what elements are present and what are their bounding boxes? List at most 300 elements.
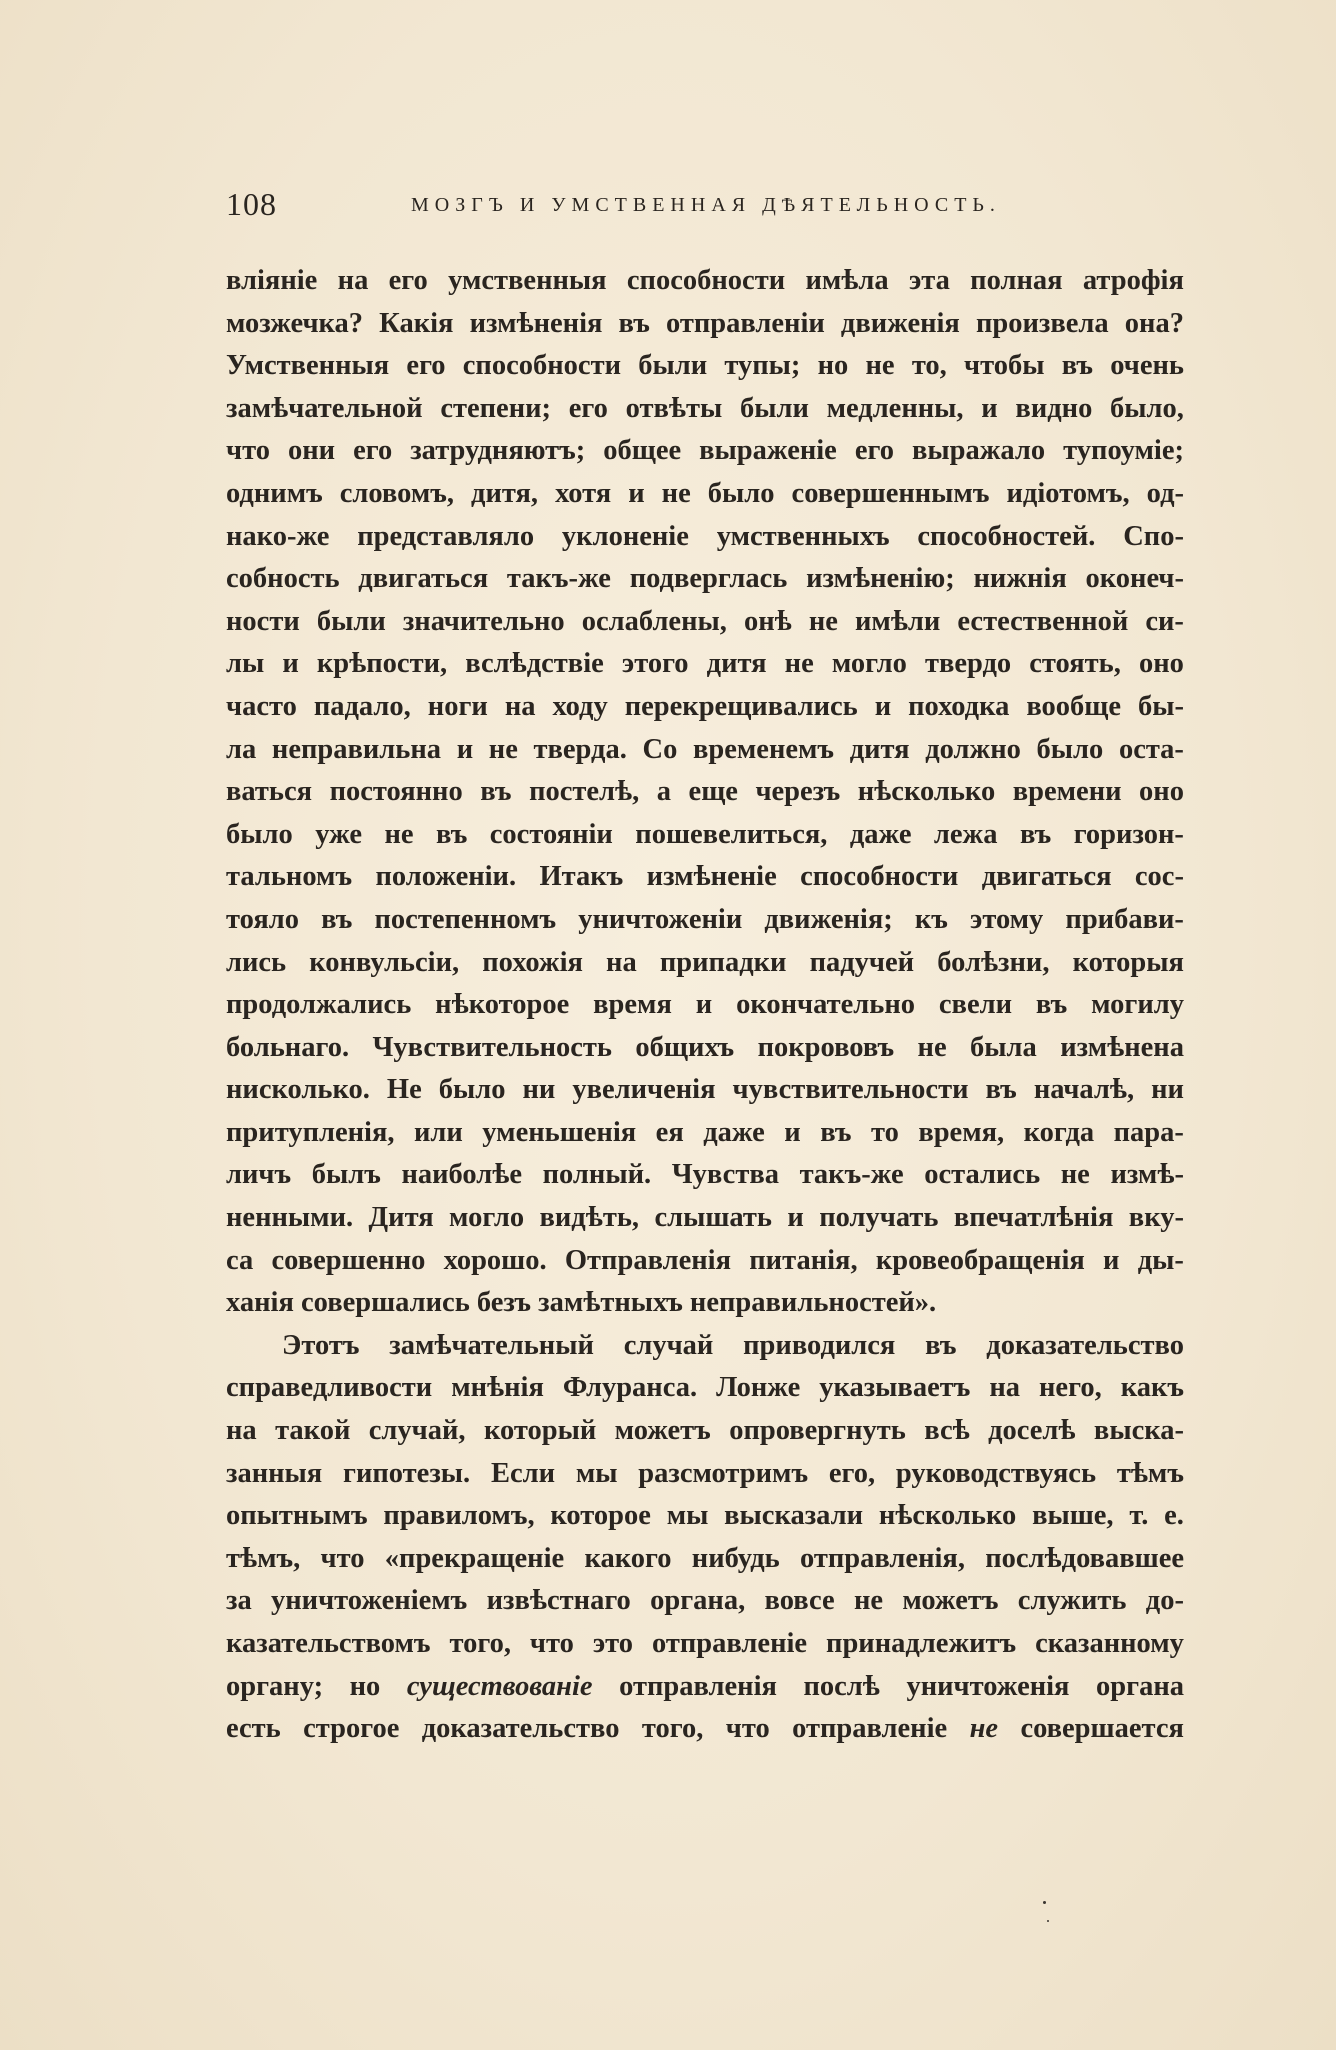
word: выраженіе	[699, 435, 837, 467]
word: послѣ	[803, 1670, 880, 1702]
word: собность	[226, 563, 340, 595]
word: ла	[226, 733, 257, 765]
word: его	[568, 392, 608, 424]
word: не	[865, 350, 895, 382]
word: личъ	[226, 1159, 292, 1191]
word: совершается	[1020, 1713, 1184, 1745]
word: время	[593, 989, 672, 1021]
text-line	[226, 1495, 1184, 1538]
word: полная	[970, 265, 1063, 296]
word: могло	[831, 648, 907, 680]
word: затрудняютъ;	[410, 435, 586, 467]
word: мы	[575, 1457, 618, 1489]
word: за	[226, 1585, 252, 1617]
word: отправленія,	[800, 1542, 965, 1574]
word: перекрещивались	[624, 690, 858, 722]
word: ваться	[226, 776, 313, 808]
word: замѣчательный	[389, 1329, 594, 1361]
page-header	[226, 186, 1186, 226]
text-line	[226, 473, 1184, 516]
word: на	[504, 690, 536, 722]
word: неправильна	[271, 733, 442, 765]
word: дитя	[706, 648, 767, 680]
text-line	[226, 1112, 1184, 1155]
word: того,	[449, 1628, 511, 1659]
word: ненными.	[226, 1202, 354, 1234]
word: измѣненіе	[646, 861, 777, 893]
word: бы-	[1137, 690, 1184, 722]
word: не	[917, 1031, 947, 1063]
word: лы	[226, 648, 265, 680]
text-line: ханія совершались безъ замѣтныхъ неправильностей».	[226, 1287, 937, 1319]
word: даже	[849, 818, 912, 850]
word: Если	[490, 1457, 556, 1489]
word: его	[353, 435, 393, 467]
word: вліяніе	[226, 265, 318, 296]
word: хорошо.	[443, 1244, 547, 1276]
word: часто	[226, 690, 297, 722]
page-number: 108	[226, 186, 277, 222]
word: казательствомъ	[226, 1628, 431, 1659]
word: вовсе	[764, 1585, 835, 1617]
text-line	[226, 1666, 1184, 1709]
word: е.	[1164, 1500, 1184, 1532]
word: эта	[908, 265, 950, 296]
word: это	[592, 1628, 634, 1659]
word: тѣмъ,	[226, 1542, 301, 1574]
word: органу;	[226, 1670, 324, 1702]
word: больнаго.	[226, 1031, 350, 1063]
text-line	[226, 1453, 1184, 1496]
emphasis-not: не	[969, 1713, 999, 1745]
word: нѣсколько	[878, 1500, 1017, 1532]
word: были	[638, 350, 708, 382]
word: мозжечка?	[226, 307, 364, 339]
word: въ	[1061, 350, 1094, 382]
word: него,	[1039, 1372, 1102, 1404]
word: нѣсколько	[857, 776, 996, 808]
word: того,	[641, 1713, 704, 1745]
emphasis-existence: существованіе	[406, 1670, 593, 1702]
word: справедливости	[226, 1372, 433, 1404]
word: Спо-	[1123, 520, 1184, 552]
word: былъ	[311, 1159, 381, 1191]
word: нижнія	[973, 563, 1067, 595]
word: Лонже	[716, 1372, 801, 1404]
word: его	[388, 265, 428, 296]
word: слышать	[654, 1202, 772, 1234]
text-line	[226, 814, 1184, 857]
word: началѣ,	[1033, 1074, 1135, 1106]
word: въ	[985, 1074, 1017, 1106]
word: хотя	[555, 477, 612, 509]
word: его	[854, 435, 894, 467]
word: дитя,	[471, 477, 539, 509]
word: питанія,	[749, 1244, 858, 1276]
word: тѣмъ	[1116, 1457, 1184, 1489]
word: од-	[1146, 477, 1184, 509]
word: и	[981, 392, 998, 424]
word: совершенно	[271, 1244, 426, 1276]
word: естественной	[957, 605, 1129, 637]
word: служить	[1017, 1585, 1127, 1617]
word: Со	[642, 733, 678, 765]
word: способности	[462, 350, 621, 382]
word: то,	[911, 350, 947, 382]
paragraph-1	[226, 260, 1184, 1325]
word: Итакъ	[539, 861, 624, 893]
word: которыя	[1072, 946, 1184, 978]
word: пара-	[1113, 1116, 1184, 1148]
text-line	[226, 1580, 1184, 1623]
word: даже	[703, 1116, 765, 1148]
word: не	[384, 818, 414, 850]
word: очень	[1110, 350, 1184, 382]
word: въ	[480, 776, 512, 808]
word: они	[287, 435, 336, 467]
word: ноги	[427, 690, 488, 722]
word: Флуранса.	[562, 1372, 698, 1404]
word: постелѣ,	[529, 776, 640, 808]
word: его	[406, 350, 446, 382]
word: Чувствительность	[372, 1031, 612, 1063]
word: нисколько.	[226, 1074, 370, 1106]
word: вку-	[1128, 1202, 1184, 1234]
word: занныя	[226, 1457, 323, 1489]
text-line	[226, 1069, 1184, 1112]
word: когда	[1023, 1116, 1095, 1148]
word: Не	[386, 1074, 422, 1106]
word: была	[970, 1031, 1037, 1063]
text-line	[226, 303, 1184, 346]
word: въ	[618, 307, 650, 339]
word: сказанному	[1035, 1628, 1184, 1659]
word: тупы;	[724, 350, 801, 382]
word: атрофія	[1082, 265, 1184, 296]
word: совершеннымъ	[791, 477, 990, 509]
word: а	[656, 776, 672, 808]
word: времени	[1012, 776, 1122, 808]
word: въ	[1035, 989, 1068, 1021]
word: сос-	[1134, 861, 1184, 893]
word: измѣненію;	[806, 563, 955, 595]
word: постепенномъ	[374, 903, 557, 935]
word: Этотъ	[282, 1329, 360, 1361]
word: что	[529, 1628, 574, 1659]
word: было,	[1110, 392, 1184, 424]
word: тальномъ	[226, 861, 353, 893]
word: на	[337, 265, 369, 296]
word: получать	[819, 1202, 939, 1234]
word: лись	[226, 946, 287, 978]
word: отправленіе	[652, 1628, 808, 1659]
word: т.	[1129, 1500, 1149, 1532]
word: значительно	[402, 605, 565, 637]
word: дитя	[849, 733, 910, 765]
word: способностей.	[917, 520, 1096, 552]
word: уничтоженіемъ	[271, 1585, 468, 1617]
word: и	[628, 477, 645, 509]
word: ходу	[552, 690, 608, 722]
word: такъ-же	[799, 1159, 904, 1191]
word: увеличенія	[572, 1074, 716, 1106]
text-line	[226, 984, 1184, 1027]
word: не	[488, 733, 518, 765]
text-line	[226, 856, 1184, 899]
word: лежа	[933, 818, 998, 850]
word: мы	[666, 1500, 709, 1532]
word: полный.	[542, 1159, 652, 1191]
body-text	[226, 260, 1184, 1751]
word: уклоненіе	[561, 520, 689, 552]
word: случай	[623, 1329, 714, 1361]
word: постоянно	[329, 776, 463, 808]
word: отвѣты	[625, 392, 723, 424]
word: руководствуясь	[895, 1457, 1097, 1489]
word: падучей	[809, 946, 915, 978]
word: продолжались	[226, 989, 412, 1021]
word: доказательство	[986, 1329, 1184, 1361]
text-line	[226, 388, 1184, 431]
word: на	[606, 946, 637, 978]
word: способности	[800, 861, 959, 893]
word: можетъ	[902, 1585, 999, 1617]
word: который	[483, 1415, 597, 1447]
paper-speck	[1043, 1901, 1046, 1904]
word: измѣнена	[1060, 1031, 1184, 1063]
word: тверда.	[533, 733, 627, 765]
word: оно	[1139, 776, 1184, 808]
word: притупленія,	[226, 1116, 395, 1148]
word: конвульсіи,	[309, 946, 460, 978]
word: «прекращеніе	[384, 1542, 565, 1574]
text-line	[226, 1623, 1184, 1666]
word: было	[1036, 733, 1104, 765]
word: горизон-	[1073, 818, 1184, 850]
word: могилу	[1091, 989, 1184, 1021]
word: чувствительности	[732, 1074, 969, 1106]
word: было	[226, 818, 293, 850]
word: уничтоженія	[906, 1670, 1070, 1702]
word: было	[707, 477, 775, 509]
word: извѣстнаго	[486, 1585, 631, 1617]
word: выше,	[1032, 1500, 1114, 1532]
word: послѣдовавшее	[985, 1542, 1184, 1574]
word: ни	[1151, 1074, 1184, 1106]
text-line	[226, 558, 1184, 601]
word: кровеобращенія	[875, 1244, 1085, 1276]
word: какъ	[1120, 1372, 1184, 1404]
word: двигаться	[981, 861, 1112, 893]
word: не	[853, 1585, 884, 1617]
word: вообще	[1026, 690, 1121, 722]
word: оно	[1139, 648, 1184, 680]
word: имѣла	[805, 265, 889, 296]
word: въ	[925, 1329, 957, 1361]
word: органа,	[650, 1585, 746, 1617]
word: но	[349, 1670, 381, 1702]
word: си-	[1145, 605, 1184, 637]
word: и	[874, 690, 892, 722]
word: опровергнуть	[729, 1415, 906, 1447]
word: отправленія	[619, 1670, 777, 1702]
word: состояніи	[489, 818, 613, 850]
word: то	[870, 1116, 899, 1148]
word: не	[1060, 1159, 1090, 1191]
word: гипотезы.	[343, 1457, 471, 1489]
word: произвела	[975, 307, 1109, 339]
word: черезъ	[755, 776, 841, 808]
word: падало,	[313, 690, 411, 722]
paragraph-2	[226, 1325, 1184, 1751]
word: чтобы	[964, 350, 1045, 382]
word: Чувства	[671, 1159, 779, 1191]
word: и	[456, 733, 474, 765]
word: и	[784, 1116, 801, 1148]
word: къ	[914, 903, 948, 935]
word: но	[817, 350, 849, 382]
word: можетъ	[614, 1415, 711, 1447]
word: видно	[1015, 392, 1093, 424]
word: и	[1103, 1244, 1120, 1276]
word: словомъ,	[339, 477, 454, 509]
word: Умственныя	[226, 350, 390, 382]
text-line	[226, 601, 1184, 644]
word: наиболѣе	[401, 1159, 523, 1191]
word: какого	[584, 1542, 672, 1574]
text-line	[226, 1367, 1184, 1410]
word: походка	[908, 690, 1010, 722]
text-line	[226, 1027, 1184, 1070]
word: степени;	[440, 392, 552, 424]
word: остались	[924, 1159, 1041, 1191]
word: отправленіе	[792, 1713, 948, 1745]
word: было	[438, 1074, 506, 1106]
word: органа	[1096, 1670, 1184, 1702]
word: похожія	[482, 946, 583, 978]
word: нибудь	[691, 1542, 780, 1574]
word: должно	[925, 733, 1021, 765]
word: имѣли	[854, 605, 941, 637]
word: Отправленія	[564, 1244, 731, 1276]
word: въ	[820, 1116, 852, 1148]
word: доказательство	[421, 1713, 620, 1745]
word: ности	[226, 605, 300, 637]
word: болѣзни,	[937, 946, 1050, 978]
word: и	[282, 648, 299, 680]
word: измѣненія	[469, 307, 603, 339]
word: онѣ	[743, 605, 792, 637]
word: выска-	[1093, 1415, 1184, 1447]
word: выражало	[912, 435, 1046, 467]
word: подверглась	[629, 563, 788, 595]
word: до-	[1145, 1585, 1184, 1617]
text-line	[226, 516, 1184, 559]
word: Дитя	[368, 1202, 434, 1234]
word: общее	[603, 435, 682, 467]
word: свели	[938, 989, 1013, 1021]
text-line	[226, 1538, 1184, 1581]
word: оконеч-	[1085, 563, 1184, 595]
word: видѣть,	[539, 1202, 640, 1234]
word: прибави-	[1065, 903, 1184, 935]
word: не	[784, 648, 814, 680]
word: на	[226, 1415, 257, 1447]
word: тупоуміе;	[1063, 435, 1184, 467]
word: умственныя	[448, 265, 607, 296]
text-line	[226, 1197, 1184, 1240]
word: строгое	[303, 1713, 400, 1745]
word: оста-	[1118, 733, 1184, 765]
word: движенія;	[764, 903, 893, 935]
text-line	[226, 1708, 1184, 1751]
word: ды-	[1137, 1244, 1184, 1276]
word: не	[661, 477, 691, 509]
text-line	[226, 686, 1184, 729]
word: еще	[688, 776, 738, 808]
word: приводился	[743, 1329, 896, 1361]
word: высказали	[724, 1500, 864, 1532]
word: мнѣнія	[451, 1372, 544, 1404]
word: положеніи.	[375, 861, 517, 893]
word: замѣчательной	[226, 392, 423, 424]
word: движенія	[840, 307, 960, 339]
word: уничтоженіи	[578, 903, 743, 935]
word: правиломъ,	[383, 1500, 535, 1532]
word: въ	[321, 903, 353, 935]
word: опытнымъ	[226, 1500, 368, 1532]
word: что	[320, 1542, 365, 1574]
text-line	[226, 260, 1184, 303]
running-title: МОЗГЪ И УМСТВЕННАЯ ДѢЯТЕЛЬНОСТЬ.	[411, 194, 1001, 216]
word: уменьшенія	[482, 1116, 637, 1148]
word: умственныхъ	[716, 520, 890, 552]
word: указываетъ	[819, 1372, 971, 1404]
word: были	[316, 605, 386, 637]
word: са	[226, 1244, 254, 1276]
word: общихъ	[635, 1031, 735, 1063]
word: и	[695, 989, 713, 1021]
word: временемъ	[692, 733, 835, 765]
word: идіотомъ,	[1006, 477, 1130, 509]
word: были	[739, 392, 809, 424]
word: ослаблены,	[581, 605, 727, 637]
text-line	[226, 1240, 1184, 1283]
paper-speck	[1047, 1920, 1049, 1922]
word: этому	[970, 903, 1044, 935]
word: покрововъ	[757, 1031, 895, 1063]
word: что	[226, 435, 270, 467]
text-line	[226, 771, 1184, 814]
word: она?	[1124, 307, 1184, 339]
word: отправленіи	[665, 307, 825, 339]
word: доселѣ	[988, 1415, 1076, 1447]
word: которое	[550, 1500, 651, 1532]
text-line	[226, 430, 1184, 473]
word: нако-же	[226, 520, 330, 552]
word: его,	[828, 1457, 876, 1489]
word: на	[989, 1372, 1021, 1404]
word: принадлежитъ	[826, 1628, 1017, 1659]
word: уже	[315, 818, 363, 850]
word: двигаться	[358, 563, 489, 595]
word: въ	[1019, 818, 1052, 850]
text-line	[226, 1410, 1184, 1453]
word: однимъ	[226, 477, 323, 509]
word: такой	[275, 1415, 351, 1447]
word: представляло	[357, 520, 535, 552]
word: ни	[522, 1074, 556, 1106]
